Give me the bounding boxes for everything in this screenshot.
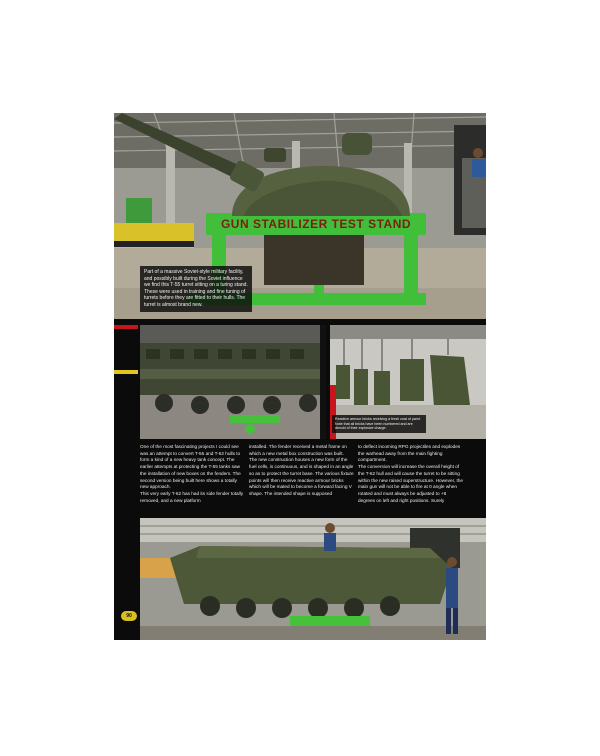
text-column-2 [249, 444, 355, 498]
accent-bar-yellow [114, 370, 138, 374]
stand-sign: GUN STABILIZER TEST STAND [220, 217, 412, 231]
text-column-3 [358, 444, 464, 504]
hull-side-photo [140, 325, 326, 439]
text-column-1 [140, 444, 246, 504]
hull-conversion-photo [140, 518, 486, 640]
armour-bricks-caption: Reactive armour bricks receiving a fresh coat of paint. Note that all bricks have been numbered and are devoid of their explosive charge. [332, 415, 426, 433]
column-2-text: installed. The fender received a metal frame on which a new metal box construction was built. The new construction houses a new form of the fuel cells, is continuous, and is shaped in an angle so as to protect the turret base. The various fixture points will then receive reactive armour bricks which will be mated to become a forward facing V shape. The intended shape is supposed [249, 444, 354, 496]
magazine-page [114, 113, 486, 640]
column-3-text: to deflect incoming RPG projectiles and explodes the warhead away from the main fighting compartment. The conversion will increase the overall height of the T-62 hull and will cause the turret to be sitting within the new raised superstructure. However, the main gun will not be able to fire at 0 angle when rotated and must always be adjusted to +8 degrees on left and right positions. Surely [358, 444, 463, 503]
column-1-text: One of the most fascinating projects I could see was an attempt to convert T-55 and T-62 hulls to form a kind of a new heavy tank concept. The earlier attempts at protecting the T-55 tanks saw the installation of new boxes on the fenders. The second version being built here shows a totally new approach. This very early T-62 has had its side fender totally removed, and a new platform [140, 444, 244, 503]
top-photo-caption: Part of a massive Soviet-style military facility, and possibly built during the Soviet influence we find this T-55 turret sitting on a turing stand. These were used in training and fine tuning of turrets before they are fitted to their hulls. The turret is almost brand new. [140, 266, 252, 312]
accent-bar-red [114, 325, 138, 329]
page-number: 90 [121, 611, 137, 621]
